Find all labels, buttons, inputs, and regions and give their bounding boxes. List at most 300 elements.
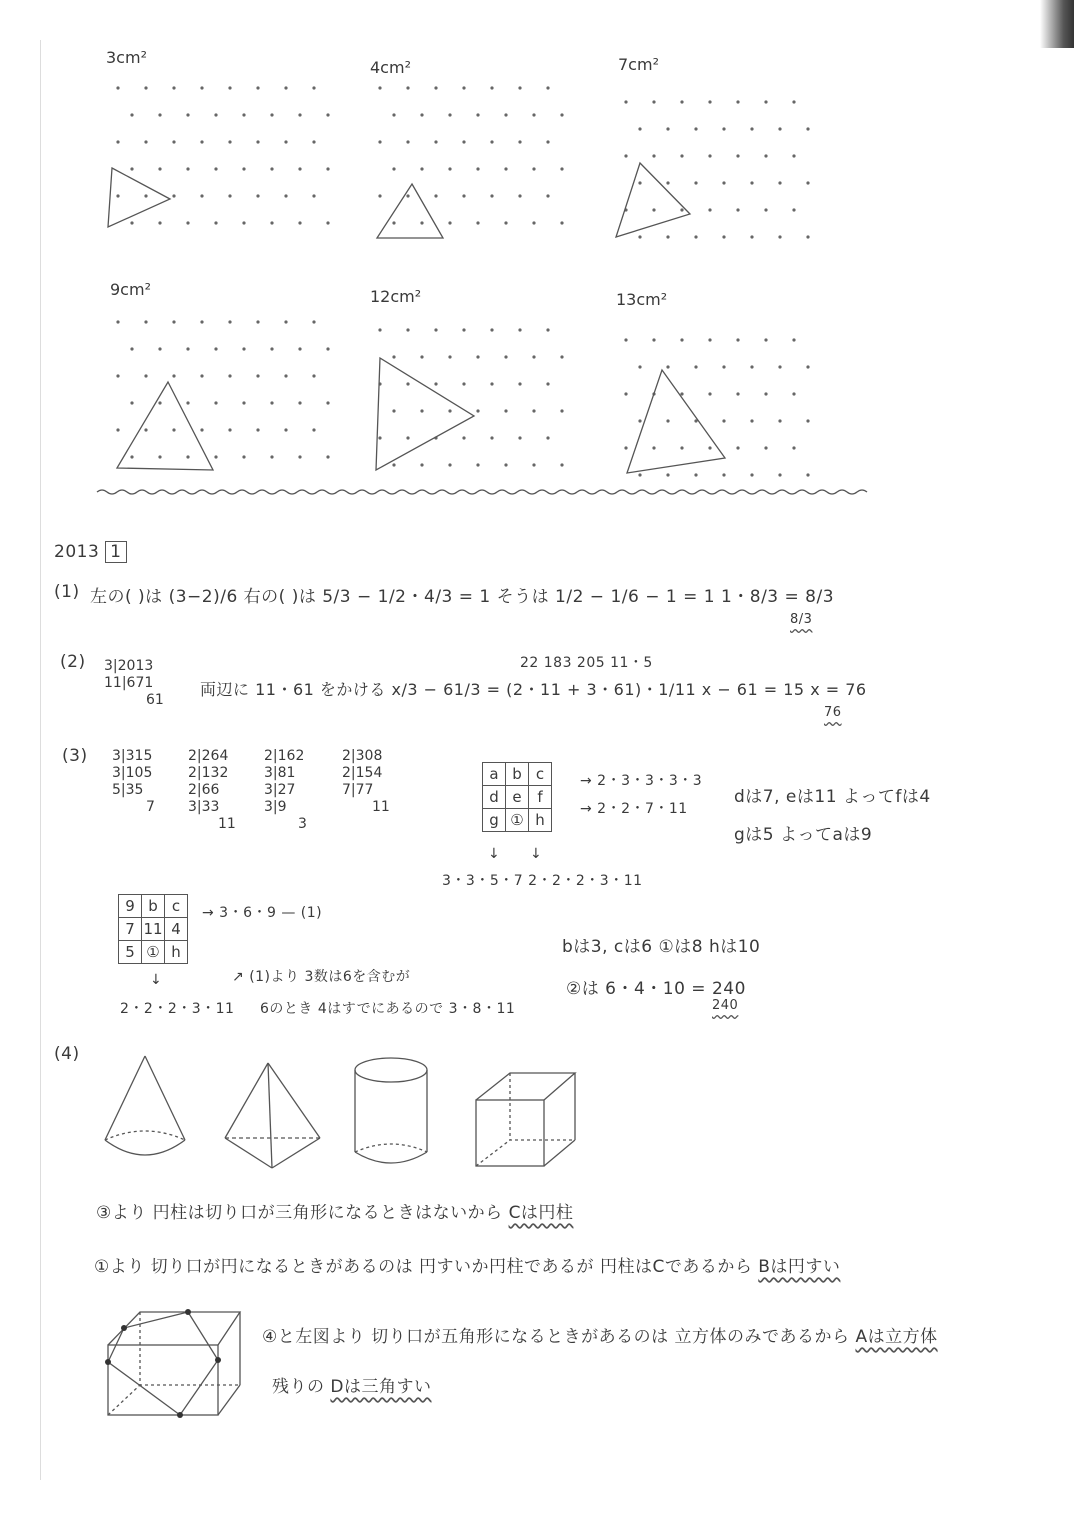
lattice-dot-1 <box>144 86 147 89</box>
lattice-dot-2 <box>378 140 381 143</box>
divider-wave <box>97 490 867 494</box>
lattice-dot-1 <box>116 194 119 197</box>
lattice-dot-2 <box>504 221 507 224</box>
lattice-dot-2 <box>448 167 451 170</box>
part3-label: (3) <box>62 746 88 766</box>
lattice-dot-4 <box>298 455 301 458</box>
lattice-dot-3 <box>666 181 669 184</box>
lattice-dot-4 <box>214 455 217 458</box>
lattice-dot-2 <box>378 194 381 197</box>
magic-grid-solved: 9 b c 7 11 4 5 ① h <box>118 894 188 964</box>
lattice-dot-2 <box>532 113 535 116</box>
lattice-dot-5 <box>392 463 395 466</box>
answer-A: Aは立方体 <box>855 1327 938 1347</box>
lattice-dot-1 <box>116 86 119 89</box>
lattice-dot-2 <box>546 140 549 143</box>
lattice-dot-5 <box>546 328 549 331</box>
lattice-dot-2 <box>420 113 423 116</box>
panel-label-3: 7cm² <box>618 55 659 74</box>
lattice-dot-5 <box>434 382 437 385</box>
lattice-dot-6 <box>624 392 627 395</box>
triangle-12cm2 <box>376 358 474 470</box>
cylinder-drawing <box>355 1058 427 1163</box>
triangle-4cm2 <box>377 184 443 238</box>
lattice-dot-2 <box>434 86 437 89</box>
lattice-dot-4 <box>284 428 287 431</box>
lattice-dot-1 <box>298 113 301 116</box>
lattice-dot-1 <box>242 113 245 116</box>
lattice-dot-1 <box>256 194 259 197</box>
lattice-dot-4 <box>228 320 231 323</box>
lattice-dot-6 <box>750 473 753 476</box>
lattice-dot-3 <box>666 127 669 130</box>
lattice-dot-4 <box>326 347 329 350</box>
lattice-dot-2 <box>518 140 521 143</box>
lattice-dot-3 <box>750 235 753 238</box>
lattice-dot-3 <box>806 127 809 130</box>
lattice-dot-4 <box>172 374 175 377</box>
lattice-dot-2 <box>406 86 409 89</box>
lattice-dot-1 <box>130 113 133 116</box>
cone-drawing <box>105 1056 185 1155</box>
lattice-dot-1 <box>144 140 147 143</box>
lattice-dot-5 <box>434 328 437 331</box>
lattice-dot-2 <box>462 194 465 197</box>
lattice-dot-5 <box>560 463 563 466</box>
lattice-dot-5 <box>560 355 563 358</box>
factor-col-315: 3|315 3|105 5|35 7 <box>112 748 155 815</box>
lattice-dot-5 <box>490 382 493 385</box>
lattice-dot-2 <box>560 221 563 224</box>
lattice-dot-1 <box>256 86 259 89</box>
lattice-dot-1 <box>256 140 259 143</box>
lattice-dot-6 <box>722 473 725 476</box>
lattice-dot-5 <box>560 409 563 412</box>
lattice-dot-6 <box>680 338 683 341</box>
lattice-dot-2 <box>546 194 549 197</box>
grid2-row-product: → 3・6・9 — (1) <box>202 905 323 921</box>
lattice-dot-6 <box>736 446 739 449</box>
grid1-col2-arrow: ↓ <box>530 846 543 862</box>
lattice-dot-1 <box>172 140 175 143</box>
lattice-dot-1 <box>270 113 273 116</box>
lattice-dot-2 <box>392 167 395 170</box>
lattice-dot-2 <box>490 86 493 89</box>
lattice-dot-2 <box>560 167 563 170</box>
lattice-dot-1 <box>186 113 189 116</box>
reason-pyramid: 残りの Dは三角すい <box>272 1377 432 1397</box>
lattice-dot-4 <box>270 401 273 404</box>
part2-answer: 76 <box>824 705 842 720</box>
lattice-dot-4 <box>312 320 315 323</box>
lattice-dot-3 <box>722 235 725 238</box>
lattice-dot-2 <box>434 140 437 143</box>
lattice-dot-5 <box>378 436 381 439</box>
lattice-dot-4 <box>158 401 161 404</box>
lattice-dot-6 <box>708 338 711 341</box>
grid2-down-arrow: ↓ <box>150 972 163 988</box>
lattice-dot-4 <box>116 428 119 431</box>
lattice-dot-3 <box>638 127 641 130</box>
lattice-dot-4 <box>256 428 259 431</box>
lattice-dot-1 <box>116 140 119 143</box>
lattice-dot-5 <box>518 436 521 439</box>
lattice-dot-4 <box>284 320 287 323</box>
lattice-dot-4 <box>228 428 231 431</box>
lattice-dot-4 <box>312 428 315 431</box>
part2-annotation: 22 183 205 11・5 <box>520 655 653 671</box>
lattice-dot-4 <box>242 401 245 404</box>
lattice-dot-1 <box>312 194 315 197</box>
lattice-dot-5 <box>476 355 479 358</box>
lattice-dot-2 <box>462 140 465 143</box>
lattice-dot-3 <box>750 127 753 130</box>
lattice-dot-6 <box>806 419 809 422</box>
lattice-dot-1 <box>284 140 287 143</box>
lattice-dot-2 <box>406 140 409 143</box>
lattice-dot-4 <box>186 401 189 404</box>
triangle-3cm2 <box>108 168 170 227</box>
lattice-dot-3 <box>708 100 711 103</box>
lattice-dot-5 <box>546 382 549 385</box>
lattice-dot-4 <box>144 320 147 323</box>
lattice-dot-4 <box>214 347 217 350</box>
lattice-dot-1 <box>228 194 231 197</box>
lattice-dot-6 <box>778 473 781 476</box>
lattice-dot-1 <box>270 221 273 224</box>
lattice-dot-4 <box>130 455 133 458</box>
lattice-dot-1 <box>172 194 175 197</box>
lattice-dot-3 <box>694 235 697 238</box>
lattice-dot-1 <box>298 167 301 170</box>
lattice-dot-5 <box>448 409 451 412</box>
lattice-dot-2 <box>518 194 521 197</box>
lattice-dot-1 <box>214 113 217 116</box>
lattice-dot-3 <box>694 181 697 184</box>
lattice-dot-3 <box>722 181 725 184</box>
part4-label: (4) <box>54 1044 80 1064</box>
lattice-dot-3 <box>708 208 711 211</box>
lattice-dot-3 <box>652 154 655 157</box>
lattice-dot-3 <box>764 208 767 211</box>
lattice-dot-1 <box>186 167 189 170</box>
lattice-dot-6 <box>680 392 683 395</box>
lattice-dot-3 <box>736 208 739 211</box>
lattice-dot-5 <box>504 355 507 358</box>
lattice-dot-6 <box>708 446 711 449</box>
lattice-dot-1 <box>214 167 217 170</box>
reason-cone: ①より 切り口が円になるときがあるのは 円すいか円柱であるが 円柱はCであるから Bは円すい <box>94 1257 841 1277</box>
lattice-dot-2 <box>560 113 563 116</box>
lattice-dot-4 <box>326 401 329 404</box>
lattice-dot-1 <box>228 140 231 143</box>
lattice-dot-6 <box>792 338 795 341</box>
lattice-dot-5 <box>532 463 535 466</box>
lattice-dot-2 <box>532 221 535 224</box>
lattice-dot-2 <box>462 86 465 89</box>
lattice-dot-6 <box>736 338 739 341</box>
lattice-dot-3 <box>778 235 781 238</box>
lattice-dot-1 <box>158 113 161 116</box>
lattice-dot-6 <box>764 392 767 395</box>
lattice-dot-1 <box>158 221 161 224</box>
lattice-dot-4 <box>242 455 245 458</box>
lattice-dot-5 <box>476 463 479 466</box>
lattice-dot-5 <box>448 355 451 358</box>
lattice-dot-3 <box>792 208 795 211</box>
lattice-dot-3 <box>778 181 781 184</box>
lattice-dot-5 <box>462 436 465 439</box>
lattice-dot-2 <box>518 86 521 89</box>
lattice-dot-3 <box>638 181 641 184</box>
lattice-dot-6 <box>708 392 711 395</box>
grid1-row2-product: → 2・2・7・11 <box>580 801 688 817</box>
panel-label-1: 3cm² <box>106 48 147 67</box>
pyramid-drawing <box>225 1063 320 1168</box>
lattice-dot-3 <box>708 154 711 157</box>
lattice-dot-3 <box>750 181 753 184</box>
cube-drawing <box>476 1073 575 1166</box>
lattice-dot-4 <box>312 374 315 377</box>
lattice-dot-3 <box>652 100 655 103</box>
lattice-dot-6 <box>792 446 795 449</box>
lattice-dot-1 <box>284 86 287 89</box>
lattice-dot-4 <box>144 428 147 431</box>
lattice-dot-4 <box>200 374 203 377</box>
lattice-dot-5 <box>420 409 423 412</box>
answer-D: Dは三角すい <box>330 1377 432 1397</box>
deduction-1: dは7, eは11 よってfは4 <box>734 787 931 807</box>
lattice-dot-4 <box>144 374 147 377</box>
lattice-dot-1 <box>228 86 231 89</box>
lattice-dot-2 <box>476 113 479 116</box>
lattice-dot-2 <box>448 113 451 116</box>
lattice-dot-6 <box>736 392 739 395</box>
lattice-dot-1 <box>284 194 287 197</box>
lattice-dot-6 <box>792 392 795 395</box>
lattice-dot-6 <box>666 365 669 368</box>
factor-col-308: 2|308 2|154 7|77 11 <box>342 748 390 815</box>
lattice-dot-3 <box>652 208 655 211</box>
lattice-dot-4 <box>228 374 231 377</box>
part2-factorization: 3|2013 11|671 61 <box>104 658 164 708</box>
lattice-dot-4 <box>172 320 175 323</box>
lattice-dot-6 <box>778 365 781 368</box>
lattice-dot-3 <box>680 154 683 157</box>
lattice-dot-3 <box>694 127 697 130</box>
factor-col-264: 2|264 2|132 2|66 3|33 11 <box>188 748 236 832</box>
lattice-dot-6 <box>694 473 697 476</box>
lattice-dot-6 <box>750 365 753 368</box>
lattice-dot-5 <box>476 409 479 412</box>
lattice-dot-1 <box>312 86 315 89</box>
lattice-dot-3 <box>792 154 795 157</box>
lattice-dot-4 <box>116 374 119 377</box>
lattice-dot-1 <box>326 221 329 224</box>
lattice-dot-6 <box>652 446 655 449</box>
lattice-dot-3 <box>806 181 809 184</box>
lattice-dot-5 <box>532 355 535 358</box>
lattice-dot-2 <box>532 167 535 170</box>
lattice-dot-3 <box>680 208 683 211</box>
lattice-dot-3 <box>778 127 781 130</box>
lattice-dot-5 <box>392 409 395 412</box>
lattice-dot-6 <box>806 473 809 476</box>
lattice-dot-1 <box>326 113 329 116</box>
lattice-dot-5 <box>532 409 535 412</box>
factor-col-162: 2|162 3|81 3|27 3|9 3 <box>264 748 307 832</box>
lattice-dot-1 <box>214 221 217 224</box>
lattice-dot-5 <box>406 436 409 439</box>
note-line-2: 6のとき 4はすでにあるので 3・8・11 <box>260 1001 516 1017</box>
lattice-dot-6 <box>750 419 753 422</box>
lattice-dot-6 <box>666 473 669 476</box>
lattice-dot-3 <box>764 154 767 157</box>
lattice-dot-5 <box>378 328 381 331</box>
lattice-dot-6 <box>806 365 809 368</box>
lattice-dot-4 <box>200 428 203 431</box>
lattice-dot-5 <box>392 355 395 358</box>
lattice-dot-2 <box>476 167 479 170</box>
grid1-row1-product: → 2・3・3・3・3 <box>580 773 703 789</box>
lattice-dot-1 <box>270 167 273 170</box>
lattice-dot-4 <box>298 401 301 404</box>
lattice-dot-1 <box>130 167 133 170</box>
part1-work: 左の( )は (3−2)/6 右の( )は 5/3 − 1/2・4/3 = 1 そうは 1/2 − 1/6 − 1 = 1 1・8/3 = 8/3 <box>90 587 835 607</box>
panel-label-6: 13cm² <box>616 290 668 309</box>
lattice-dot-2 <box>490 194 493 197</box>
panel-label-5: 12cm² <box>370 287 422 306</box>
lattice-dot-3 <box>638 235 641 238</box>
lattice-dot-4 <box>326 455 329 458</box>
lattice-dot-2 <box>392 113 395 116</box>
lattice-dot-5 <box>462 382 465 385</box>
lattice-dot-4 <box>116 320 119 323</box>
reason-cylinder: ③より 円柱は切り口が三角形になるときはないから Cは円柱 <box>96 1203 574 1223</box>
lattice-dot-4 <box>270 347 273 350</box>
lattice-dot-2 <box>392 221 395 224</box>
lattice-dot-3 <box>624 154 627 157</box>
lattice-dot-1 <box>144 194 147 197</box>
lattice-dot-6 <box>680 446 683 449</box>
problem-year: 2013 1 <box>54 542 127 562</box>
lattice-dot-2 <box>448 221 451 224</box>
lattice-dot-6 <box>652 338 655 341</box>
grid1-col-products: 3・3・5・7 2・2・2・3・11 <box>442 873 643 889</box>
part2-label: (2) <box>60 652 86 672</box>
lattice-dot-6 <box>624 446 627 449</box>
lattice-dot-4 <box>256 374 259 377</box>
lattice-dot-6 <box>638 419 641 422</box>
lattice-dot-3 <box>680 100 683 103</box>
lattice-dot-2 <box>434 194 437 197</box>
lattice-dot-6 <box>764 338 767 341</box>
triangle-13cm2 <box>627 370 725 473</box>
lattice-dot-5 <box>504 409 507 412</box>
lattice-dot-6 <box>624 338 627 341</box>
lattice-dot-2 <box>504 167 507 170</box>
lattice-dot-2 <box>490 140 493 143</box>
lattice-dot-6 <box>666 419 669 422</box>
lattice-dot-5 <box>518 328 521 331</box>
lattice-dot-4 <box>270 455 273 458</box>
lattice-dot-3 <box>764 100 767 103</box>
lattice-dot-2 <box>406 194 409 197</box>
lattice-dot-5 <box>406 328 409 331</box>
lattice-dot-1 <box>172 86 175 89</box>
grid1-col1-arrow: ↓ <box>488 846 501 862</box>
lattice-dot-2 <box>504 113 507 116</box>
lattice-dot-2 <box>476 221 479 224</box>
lattice-dot-4 <box>200 320 203 323</box>
part1-label: (1) <box>54 582 80 602</box>
lattice-dot-5 <box>504 463 507 466</box>
reason-cube: ④と左図より 切り口が五角形になるときがあるのは 立方体のみであるから Aは立方体 <box>262 1327 938 1347</box>
lattice-dot-4 <box>158 347 161 350</box>
lattice-dot-1 <box>200 86 203 89</box>
lattice-dot-4 <box>298 347 301 350</box>
lattice-dot-1 <box>298 221 301 224</box>
lattice-dot-1 <box>200 140 203 143</box>
lattice-dot-6 <box>722 419 725 422</box>
lattice-dot-4 <box>158 455 161 458</box>
lattice-dot-1 <box>242 167 245 170</box>
deduction-4: ②は 6・4・10 = 240 <box>566 979 746 999</box>
lattice-dot-5 <box>490 328 493 331</box>
lattice-dot-3 <box>792 100 795 103</box>
lattice-dot-2 <box>420 167 423 170</box>
lattice-dot-5 <box>420 463 423 466</box>
lattice-dot-3 <box>722 127 725 130</box>
lattice-dot-4 <box>130 401 133 404</box>
lattice-dot-6 <box>764 446 767 449</box>
lattice-dot-6 <box>778 419 781 422</box>
lattice-dot-4 <box>214 401 217 404</box>
deduction-2: gは5 よってaは9 <box>734 825 873 845</box>
lattice-dot-4 <box>242 347 245 350</box>
panel-label-4: 9cm² <box>110 280 151 299</box>
answer-C: Cは円柱 <box>508 1203 574 1223</box>
cube-section-drawing <box>108 1312 240 1415</box>
lattice-dot-1 <box>200 194 203 197</box>
lattice-dot-6 <box>722 365 725 368</box>
lattice-dot-1 <box>186 221 189 224</box>
lattice-dot-5 <box>490 436 493 439</box>
lattice-dot-4 <box>284 374 287 377</box>
grid2-col-product: 2・2・2・3・11 <box>120 1001 235 1017</box>
lattice-dot-4 <box>186 455 189 458</box>
part1-answer: 8/3 <box>790 612 813 627</box>
lattice-dot-2 <box>546 86 549 89</box>
lattice-dot-1 <box>158 167 161 170</box>
lattice-dot-1 <box>130 221 133 224</box>
triangle-7cm2 <box>616 163 690 237</box>
lattice-dot-5 <box>406 382 409 385</box>
deduction-3: bは3, cは6 ①は8 hは10 <box>562 937 761 957</box>
lattice-dot-3 <box>736 154 739 157</box>
lattice-dot-1 <box>326 167 329 170</box>
lattice-dot-5 <box>462 328 465 331</box>
lattice-dot-5 <box>448 463 451 466</box>
lattice-dot-2 <box>420 221 423 224</box>
lattice-dot-6 <box>638 365 641 368</box>
lattice-dot-1 <box>312 140 315 143</box>
lattice-dot-3 <box>806 235 809 238</box>
lattice-dot-4 <box>172 428 175 431</box>
lattice-dot-1 <box>242 221 245 224</box>
lattice-dot-4 <box>130 347 133 350</box>
lattice-dot-4 <box>256 320 259 323</box>
